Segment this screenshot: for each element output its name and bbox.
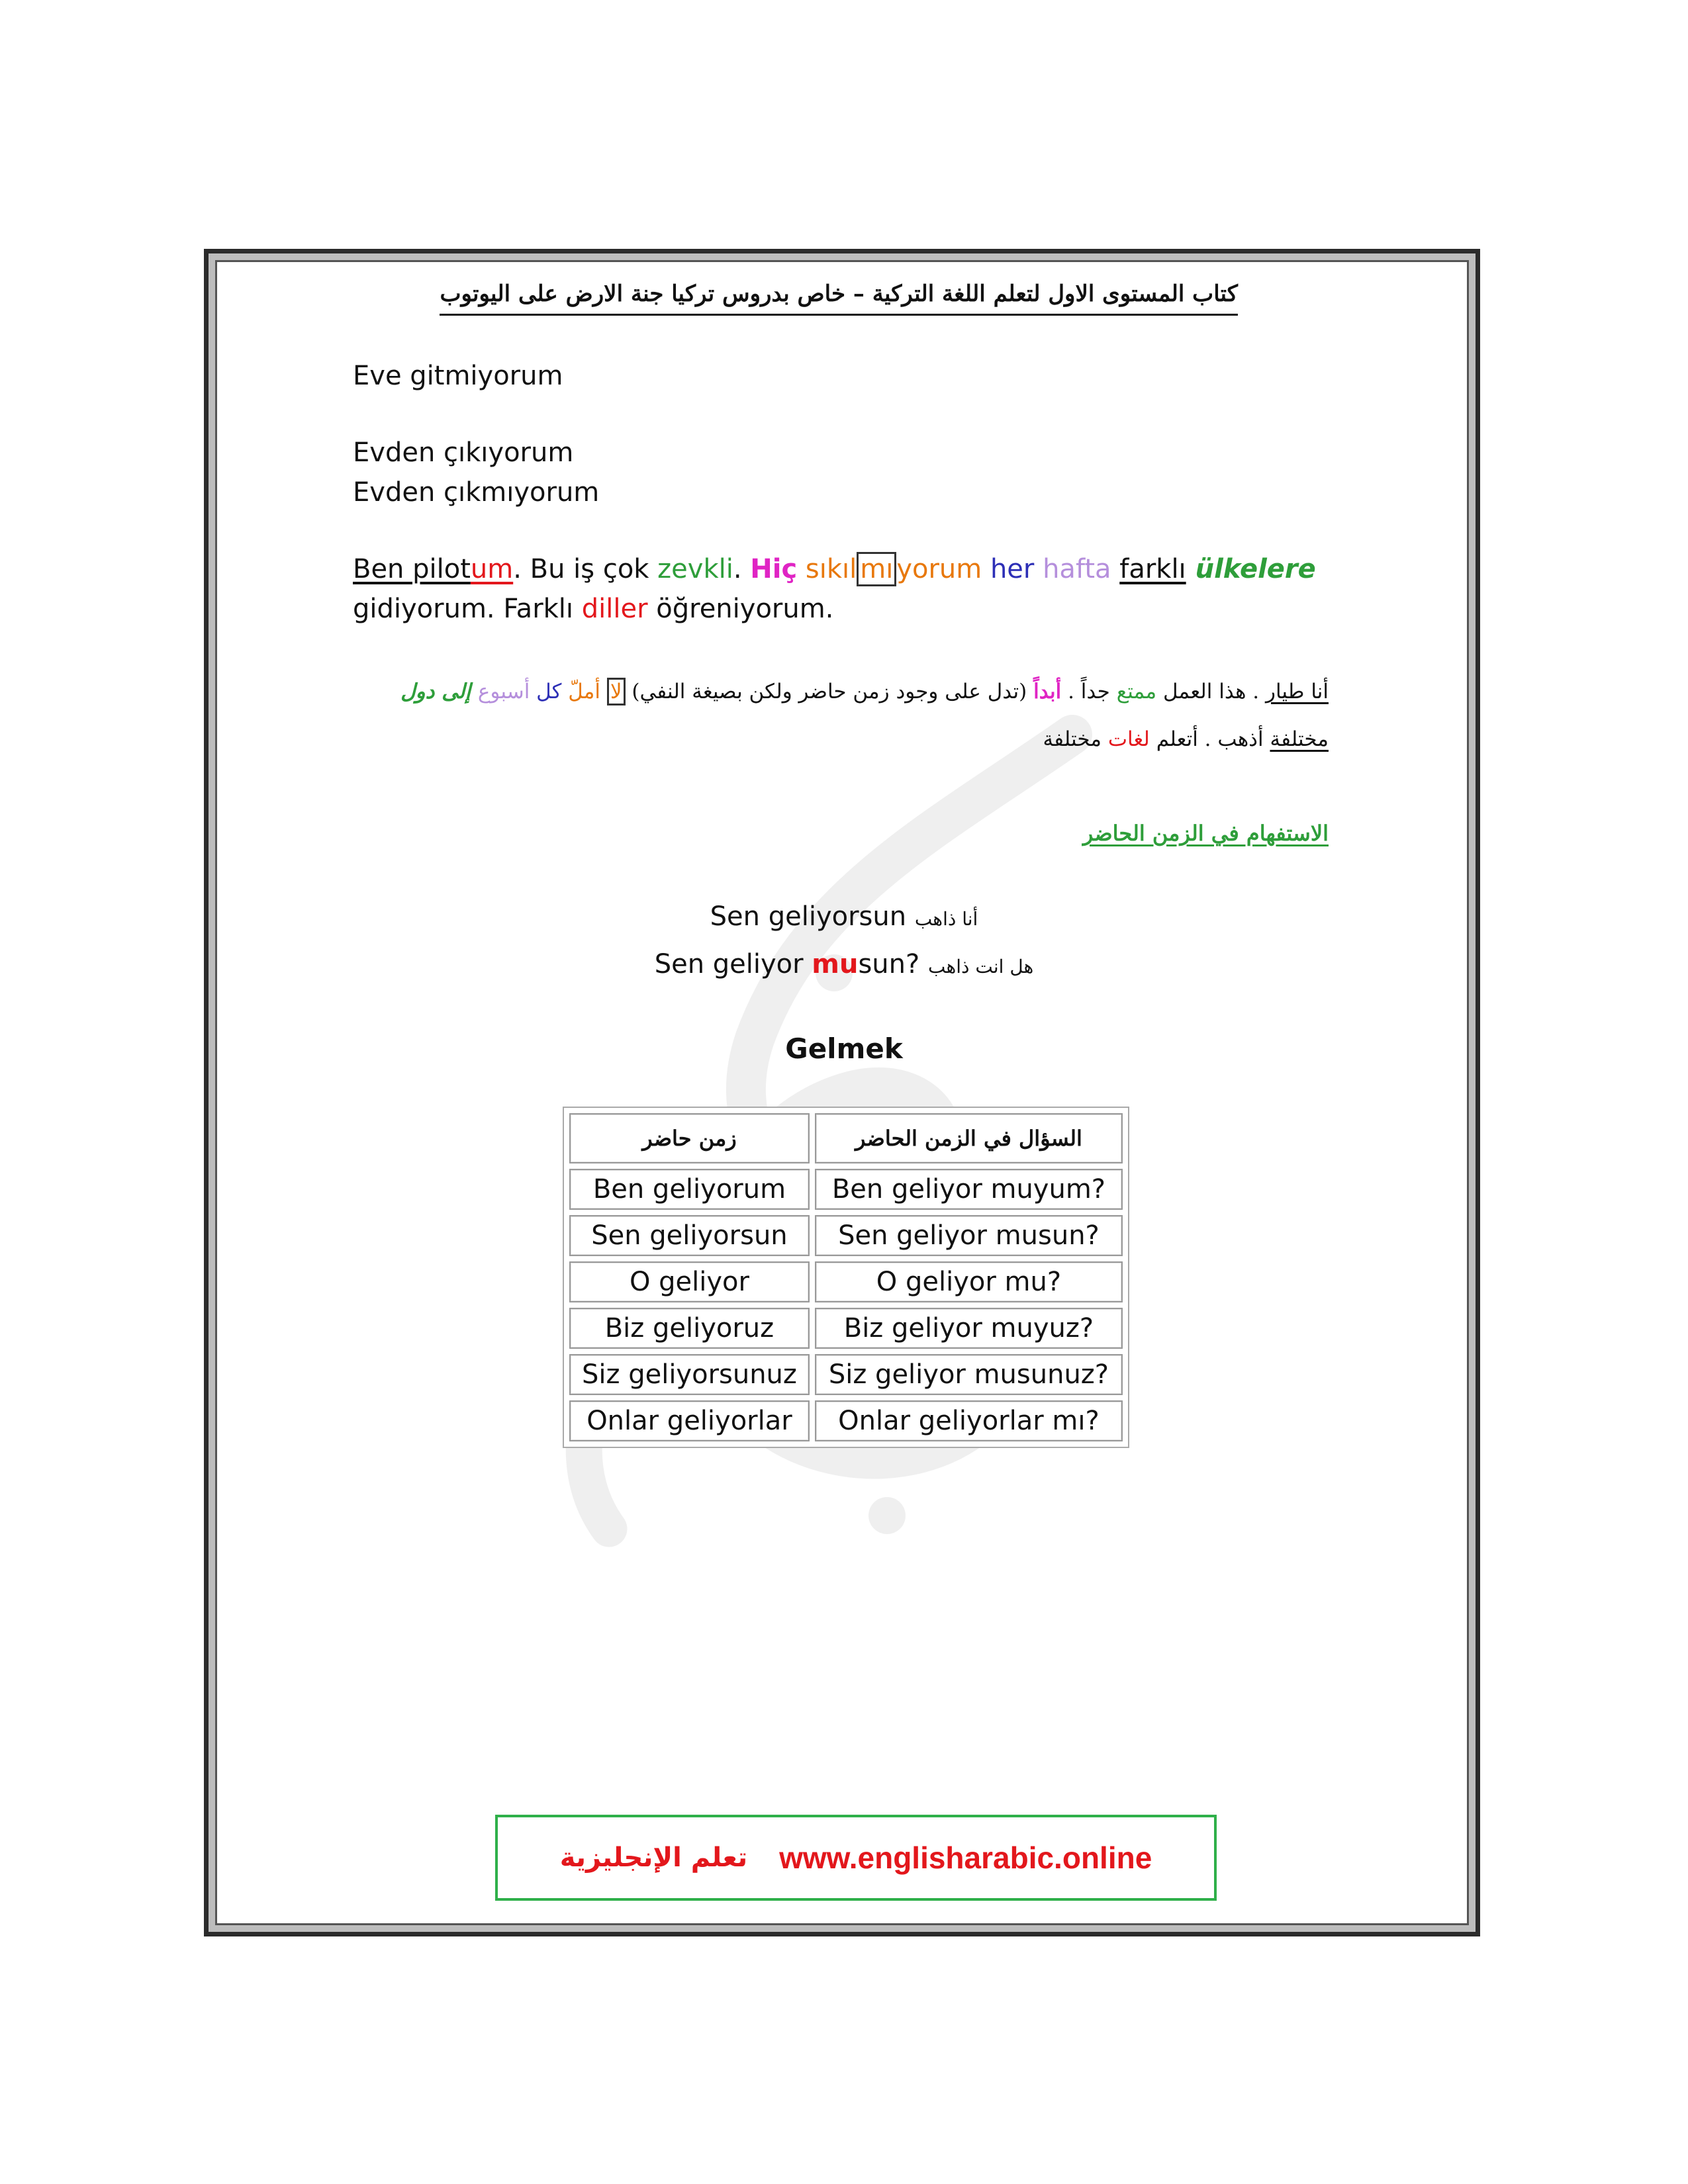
- ar-la-boxed: لا: [607, 678, 626, 705]
- word-mi-boxed: mı: [857, 552, 896, 586]
- ar-ila: إلى دول: [400, 680, 478, 704]
- ar-hatha: . هذا العمل: [1156, 680, 1266, 704]
- table-row: [569, 1261, 1123, 1302]
- word-ben-pilot: Ben pilot: [353, 554, 471, 584]
- ar-lughat: لغات: [1107, 727, 1150, 751]
- example-2-arabic: هل انت ذاهب: [927, 956, 1034, 978]
- word-hic: Hiç: [750, 554, 798, 584]
- word-sikil: sıkıl: [797, 554, 857, 584]
- ar-jiddan: جداً .: [1061, 680, 1117, 704]
- ar-mukhtalifa: مختلفة: [1270, 727, 1329, 751]
- table-row: [569, 1400, 1123, 1441]
- word-ogreniyorum: öğreniyorum.: [647, 594, 834, 624]
- word-zevkli: zevkli: [657, 554, 733, 584]
- ar-mukhtalifa2: مختلفة: [1043, 727, 1108, 751]
- table-cell: O geliyor: [569, 1261, 810, 1302]
- word-dot: .: [733, 554, 751, 584]
- table-row: [569, 1354, 1123, 1395]
- footer-label: تعلم الإنجليزية: [559, 1843, 748, 1873]
- arabic-line-1: [400, 667, 1329, 716]
- table-cell: O geliyor mu?: [815, 1261, 1123, 1302]
- word-space: [1111, 554, 1120, 584]
- example-2-turkish-a: Sen geliyor: [654, 949, 812, 979]
- ar-ana: أنا طيار: [1266, 680, 1329, 704]
- table-row: [569, 1308, 1123, 1349]
- verb-title: Gelmek: [785, 1032, 903, 1065]
- sentence-line-2: Evden çıkıyorum: [353, 437, 574, 468]
- conjugation-table: [563, 1107, 1129, 1448]
- example-2-turkish-mu: mu: [812, 949, 859, 979]
- ar-amal: أملّ: [568, 680, 607, 704]
- footer-box: [495, 1815, 1217, 1901]
- table-row: [569, 1169, 1123, 1210]
- example-1-arabic: أنا ذاهب: [914, 908, 978, 930]
- ar-abadan: أبداً: [1033, 680, 1062, 704]
- footer-url-link[interactable]: www.englisharabic.online: [779, 1841, 1152, 1875]
- ar-adhhab: أذهب . أتعلم: [1149, 727, 1270, 751]
- word-farkli: farklı: [1119, 554, 1186, 584]
- word-um: um: [470, 554, 514, 584]
- section-heading: [1083, 821, 1329, 846]
- arabic-line-2: [1043, 715, 1329, 764]
- example-1-turkish: Sen geliyorsun: [710, 901, 907, 932]
- table-cell: Sen geliyorsun: [569, 1215, 810, 1256]
- example-2-turkish-b: sun?: [858, 949, 920, 979]
- paragraph-line-1: [353, 549, 1316, 589]
- word-diller: diller: [581, 594, 648, 624]
- word-yorum: yorum: [896, 554, 982, 584]
- table-cell: Ben geliyor muyum?: [815, 1169, 1123, 1210]
- word-bu: . Bu iş çok: [513, 554, 658, 584]
- table-cell: Sen geliyor musun?: [815, 1215, 1123, 1256]
- word-hafta: hafta: [1034, 554, 1111, 584]
- paragraph-line-2: [353, 589, 833, 629]
- word-gidiyorum: gidiyorum. Farklı: [353, 594, 582, 624]
- ar-usbu: أسبوع: [477, 680, 537, 704]
- table-cell: Biz geliyoruz: [569, 1308, 810, 1349]
- ar-mumti: ممتع: [1116, 680, 1157, 704]
- sentence-line-3: Evden çıkmıyorum: [353, 477, 600, 508]
- example-line-1: [0, 901, 1688, 932]
- word-ulkelere: ülkelere: [1186, 554, 1316, 584]
- word-her: her: [982, 554, 1035, 584]
- table-cell: Siz geliyorsunuz: [569, 1354, 810, 1395]
- table-header-present: زمن حاضر: [569, 1113, 810, 1163]
- ar-note: (تدل على وجود زمن حاضر ولكن بصيغة النفي): [625, 680, 1034, 704]
- table-cell: Onlar geliyorlar: [569, 1400, 810, 1441]
- ar-kull: كل: [536, 680, 569, 704]
- table-cell: Siz geliyor musunuz?: [815, 1354, 1123, 1395]
- table-cell: Biz geliyor muyuz?: [815, 1308, 1123, 1349]
- table-header-row: [569, 1113, 1123, 1163]
- header-title: كتاب المستوى الاول لتعلم اللغة التركية – خاص بدروس تركيا جنة الارض على اليوتوب: [440, 281, 1238, 316]
- example-line-2: [0, 949, 1688, 979]
- table-cell: Onlar geliyorlar mı?: [815, 1400, 1123, 1441]
- section-heading-text: الاستفهام في الزمن الحاضر: [1082, 821, 1329, 846]
- page-header: [371, 281, 1238, 307]
- table-header-question: السؤال في الزمن الحاضر: [815, 1113, 1123, 1163]
- table-cell: Ben geliyorum: [569, 1169, 810, 1210]
- table-row: [569, 1215, 1123, 1256]
- sentence-line-1: Eve gitmiyorum: [353, 361, 563, 391]
